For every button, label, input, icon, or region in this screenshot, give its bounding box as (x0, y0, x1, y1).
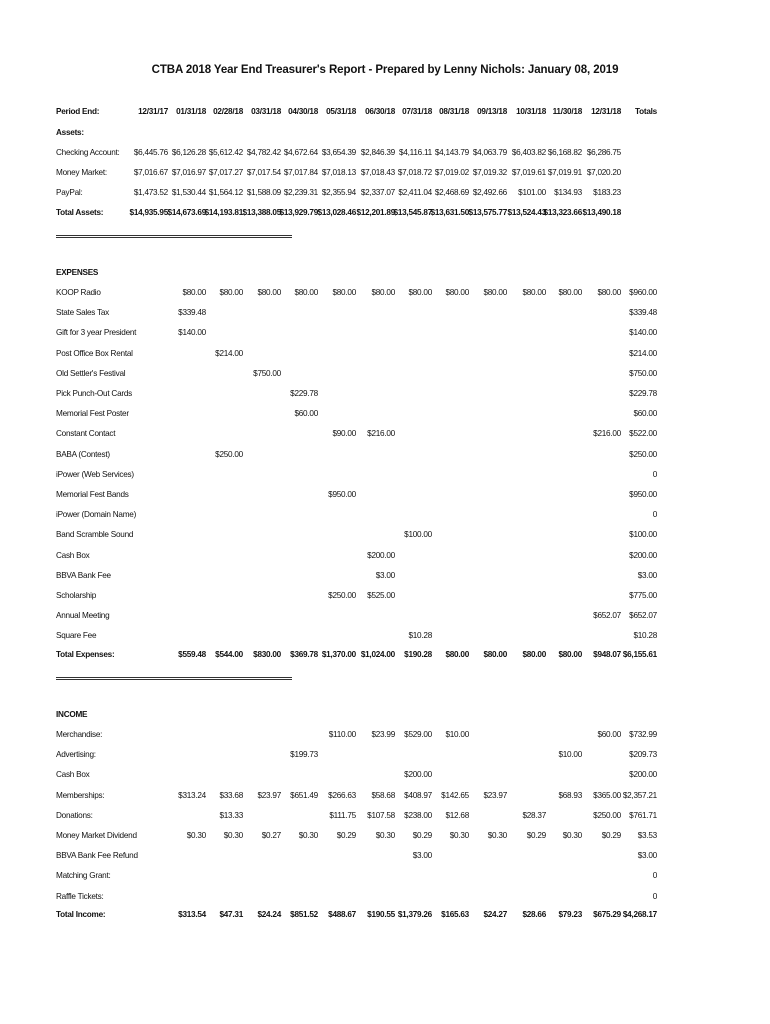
cell-value: $559.48 (178, 650, 206, 659)
cell-value: $2,846.39 (360, 148, 395, 157)
cell-value: $229.78 (290, 389, 318, 398)
row-total: $140.00 (629, 328, 657, 338)
cell-value: $408.97 (404, 790, 432, 800)
expense-row (0, 611, 770, 625)
cell-value: $80.00 (558, 288, 582, 297)
cell-value: $0.27 (261, 831, 281, 840)
cell-value: $369.78 (290, 650, 318, 659)
row-total: $522.00 (629, 429, 657, 439)
row-total: $3.00 (637, 570, 657, 580)
cell-value: $651.49 (290, 790, 318, 800)
cell-value: $851.52 (290, 910, 318, 919)
cell-value: $2,468.69 (434, 188, 469, 197)
income-row (0, 791, 770, 805)
cell-value: $190.28 (404, 650, 432, 659)
row-label: Memorial Fest Poster (56, 409, 129, 419)
row-total: $6,155.61 (622, 650, 657, 659)
cell-value: $24.24 (257, 910, 281, 919)
cell-value: $12.68 (445, 810, 469, 820)
cell-value: $365.00 (593, 790, 621, 800)
cell-value: $80.00 (182, 288, 206, 297)
cell-value: $111.75 (329, 810, 356, 820)
row-label: Constant Contact (56, 429, 116, 439)
expense-row (0, 328, 770, 342)
cell-value: $13,631.50 (430, 208, 469, 217)
cell-value: $4,143.79 (434, 148, 469, 157)
row-total: $200.00 (629, 770, 657, 780)
asset-row (0, 148, 770, 162)
row-label: iPower (Web Services) (56, 469, 134, 479)
expense-row (0, 591, 770, 605)
row-label: Gift for 3 year President (56, 328, 137, 338)
cell-value: $12,201.89 (356, 208, 395, 217)
row-total: Totals (634, 107, 657, 116)
row-total: $3.00 (637, 851, 657, 861)
cell-value: $830.00 (253, 650, 281, 659)
total-expenses-row (0, 650, 770, 664)
row-label: Total Income: (56, 910, 106, 919)
row-label: Donations: (56, 810, 93, 820)
cell-value: $140.00 (178, 328, 206, 338)
row-label: iPower (Domain Name) (56, 510, 137, 520)
row-label: Matching Grant: (56, 871, 111, 881)
cell-value: $2,337.07 (360, 188, 395, 197)
row-total: $339.48 (629, 308, 657, 318)
cell-value: $7,019.61 (511, 168, 546, 177)
cell-value: $80.00 (294, 288, 318, 297)
cell-value: $200.00 (404, 770, 432, 780)
row-total: $750.00 (629, 368, 657, 378)
asset-row (0, 188, 770, 202)
cell-value: $28.37 (522, 810, 546, 820)
cell-value: $4,782.42 (246, 148, 281, 157)
row-label: PayPal: (56, 188, 83, 197)
cell-value: $0.29 (526, 831, 546, 840)
cell-value: $7,018.13 (321, 168, 356, 177)
cell-value: $266.63 (328, 790, 356, 800)
expense-row (0, 288, 770, 302)
cell-value: $90.00 (332, 429, 356, 439)
cell-value: $0.30 (487, 831, 507, 840)
expense-row (0, 450, 770, 464)
row-label: Memberships: (56, 790, 105, 800)
period-header-row (0, 107, 770, 121)
row-label: Money Market Dividend (56, 831, 137, 840)
expense-row (0, 470, 770, 484)
expense-row (0, 530, 770, 544)
cell-value: $33.68 (219, 790, 243, 800)
expense-row (0, 429, 770, 443)
cell-value: $250.00 (593, 810, 621, 820)
row-total: $2,357.21 (622, 790, 657, 800)
row-total: $60.00 (633, 409, 657, 419)
cell-value: 12/31/18 (591, 107, 621, 116)
cell-value: $3,654.39 (321, 148, 356, 157)
cell-value: $23.97 (483, 790, 507, 800)
row-total: $200.00 (629, 550, 657, 560)
cell-value: $1,588.09 (246, 188, 281, 197)
cell-value: 11/30/18 (552, 107, 582, 116)
row-label: Total Expenses: (56, 650, 115, 659)
cell-value: $165.63 (441, 910, 469, 919)
cell-value: $216.00 (593, 429, 621, 439)
cell-value: $4,672.64 (283, 148, 318, 157)
cell-value: $7,018.43 (360, 168, 395, 177)
cell-value: $10.00 (558, 750, 582, 760)
cell-value: $2,239.31 (283, 188, 318, 197)
cell-value: $24.27 (483, 910, 507, 919)
cell-value: $0.30 (449, 831, 469, 840)
cell-value: $7,018.72 (397, 168, 432, 177)
cell-value: $2,355.94 (321, 188, 356, 197)
row-label: Scholarship (56, 591, 97, 600)
cell-value: $80.00 (522, 288, 546, 297)
cell-value: $544.00 (215, 650, 243, 659)
cell-value: $110.00 (328, 730, 356, 739)
cell-value: $80.00 (597, 288, 621, 297)
cell-value: $1,530.44 (171, 188, 206, 197)
row-label: Old Settler's Festival (56, 368, 126, 378)
cell-value: $488.67 (328, 910, 356, 919)
row-label: Raffle Tickets: (56, 891, 104, 901)
income-row (0, 831, 770, 845)
cell-value: $6,126.28 (171, 148, 206, 157)
cell-value: $214.00 (215, 348, 243, 358)
cell-value: $80.00 (257, 288, 281, 297)
cell-value: $10.00 (445, 730, 469, 739)
expense-row (0, 510, 770, 524)
row-label: Money Market: (56, 168, 107, 177)
cell-value: $60.00 (294, 409, 318, 419)
row-label: Post Office Box Rental (56, 348, 133, 358)
income-row (0, 892, 770, 906)
section-divider (56, 235, 292, 238)
row-total: 0 (652, 891, 657, 901)
cell-value: 07/31/18 (402, 107, 432, 116)
cell-value: $13,929.79 (279, 208, 318, 217)
cell-value: $80.00 (445, 288, 469, 297)
expenses-heading (0, 268, 770, 282)
cell-value: $0.29 (412, 831, 432, 840)
cell-value: $250.00 (215, 449, 243, 459)
cell-value: $7,020.20 (586, 168, 621, 177)
cell-value: 05/31/18 (326, 107, 356, 116)
row-label: Checking Account: (56, 148, 120, 157)
cell-value: $6,445.76 (133, 148, 168, 157)
cell-value: 09/13/18 (477, 107, 507, 116)
row-label: INCOME (56, 710, 88, 719)
asset-row (0, 168, 770, 182)
cell-value: $80.00 (332, 288, 356, 297)
cell-value: $0.30 (562, 831, 582, 840)
cell-value: $313.54 (178, 910, 206, 919)
expense-row (0, 349, 770, 363)
cell-value: $7,019.32 (472, 168, 507, 177)
cell-value: $250.00 (328, 591, 356, 600)
cell-value: $13,575.77 (468, 208, 507, 217)
cell-value: $1,564.12 (208, 188, 243, 197)
cell-value: $134.93 (554, 188, 582, 197)
expense-row (0, 409, 770, 423)
row-label: EXPENSES (56, 268, 99, 277)
row-label: Band Scramble Sound (56, 530, 134, 540)
cell-value: $80.00 (445, 650, 469, 659)
cell-value: $0.30 (223, 831, 243, 840)
cell-value: $101.00 (518, 188, 546, 197)
cell-value: 02/28/18 (213, 107, 243, 116)
cell-value: $2,492.66 (472, 188, 507, 197)
cell-value: $13,323.66 (543, 208, 582, 217)
report-title: CTBA 2018 Year End Treasurer's Report - Prepared by Lenny Nichols: January 08, 2019 (151, 64, 619, 76)
row-total: 0 (652, 871, 657, 881)
row-total: $3.53 (637, 831, 657, 840)
row-label: Square Fee (56, 631, 97, 641)
row-label: Advertising: (56, 750, 96, 760)
cell-value: $68.93 (558, 790, 582, 800)
cell-value: $4,116.11 (399, 148, 432, 157)
cell-value: $1,473.52 (133, 188, 168, 197)
row-total: $4,268.17 (622, 910, 657, 919)
row-label: BBVA Bank Fee (56, 570, 111, 580)
cell-value: 06/30/18 (365, 107, 395, 116)
cell-value: $7,017.27 (208, 168, 243, 177)
cell-value: $80.00 (408, 288, 432, 297)
cell-value: $60.00 (597, 730, 621, 739)
cell-value: $6,168.82 (547, 148, 582, 157)
row-total: $761.71 (629, 810, 657, 820)
income-heading (0, 710, 770, 724)
row-total: $950.00 (629, 490, 657, 499)
cell-value: $7,017.54 (246, 168, 281, 177)
cell-value: $0.29 (601, 831, 621, 840)
row-total: 0 (652, 510, 657, 520)
cell-value: $238.00 (404, 810, 432, 820)
cell-value: $10.28 (408, 631, 432, 641)
cell-value: $80.00 (219, 288, 243, 297)
expense-row (0, 571, 770, 585)
cell-value: $339.48 (178, 308, 206, 318)
expense-row (0, 308, 770, 322)
cell-value: $6,403.82 (511, 148, 546, 157)
row-total: 0 (652, 469, 657, 479)
row-label: BABA (Contest) (56, 449, 110, 459)
cell-value: $13,388.05 (242, 208, 281, 217)
assets-heading (0, 128, 770, 142)
cell-value: $13,028.46 (317, 208, 356, 217)
cell-value: $100.00 (404, 530, 432, 540)
cell-value: $7,016.67 (133, 168, 168, 177)
cell-value: $5,612.42 (208, 148, 243, 157)
cell-value: 04/30/18 (288, 107, 318, 116)
cell-value: $80.00 (371, 288, 395, 297)
cell-value: $1,379.26 (397, 910, 432, 919)
cell-value: $7,019.91 (547, 168, 582, 177)
income-row (0, 730, 770, 744)
row-label: Annual Meeting (56, 611, 110, 621)
cell-value: $58.68 (371, 790, 395, 800)
expense-row (0, 369, 770, 383)
cell-value: $0.30 (298, 831, 318, 840)
cell-value: $6,286.75 (586, 148, 621, 157)
cell-value: $7,017.84 (283, 168, 318, 177)
row-total: $229.78 (629, 389, 657, 398)
cell-value: $1,370.00 (321, 650, 356, 659)
cell-value: $23.97 (257, 790, 281, 800)
row-total: $250.00 (629, 449, 657, 459)
row-label: Cash Box (56, 770, 90, 780)
income-row (0, 851, 770, 865)
income-row (0, 811, 770, 825)
cell-value: $950.00 (328, 490, 356, 499)
cell-value: $28.66 (522, 910, 546, 919)
cell-value: $3.00 (412, 851, 432, 861)
cell-value: 12/31/17 (138, 107, 168, 116)
cell-value: $0.29 (336, 831, 356, 840)
cell-value: $0.30 (375, 831, 395, 840)
income-row (0, 750, 770, 764)
row-label: Total Assets: (56, 208, 104, 217)
row-label: Merchandise: (56, 730, 103, 739)
cell-value: 01/31/18 (176, 107, 206, 116)
cell-value: $142.65 (441, 790, 469, 800)
cell-value: $79.23 (558, 910, 582, 919)
total-income-row (0, 910, 770, 924)
row-total: $775.00 (629, 591, 657, 600)
cell-value: $675.29 (593, 910, 621, 919)
cell-value: $652.07 (593, 611, 621, 621)
cell-value: $80.00 (558, 650, 582, 659)
cell-value: $80.00 (483, 650, 507, 659)
row-label: Cash Box (56, 550, 90, 560)
row-label: KOOP Radio (56, 288, 101, 297)
cell-value: $13,545.87 (393, 208, 432, 217)
row-label: Assets: (56, 128, 84, 137)
cell-value: 10/31/18 (516, 107, 546, 116)
cell-value: $948.07 (593, 650, 621, 659)
cell-value: $14,193.81 (204, 208, 243, 217)
income-row (0, 770, 770, 784)
cell-value: $14,935.95 (129, 208, 168, 217)
cell-value: $23.99 (371, 730, 395, 739)
cell-value: $14,673.69 (167, 208, 206, 217)
cell-value: $200.00 (367, 550, 395, 560)
row-label: BBVA Bank Fee Refund (56, 851, 138, 861)
cell-value: $750.00 (253, 368, 281, 378)
cell-value: $13,524.43 (507, 208, 546, 217)
row-total: $10.28 (633, 631, 657, 641)
row-label: Memorial Fest Bands (56, 490, 129, 499)
cell-value: 08/31/18 (439, 107, 469, 116)
cell-value: $13,490.18 (582, 208, 621, 217)
income-row (0, 871, 770, 885)
cell-value: $525.00 (367, 591, 395, 600)
row-total: $209.73 (629, 750, 657, 760)
cell-value: $2,411.04 (398, 188, 432, 197)
row-total: $214.00 (629, 348, 657, 358)
cell-value: $7,019.02 (434, 168, 469, 177)
expense-row (0, 551, 770, 565)
expense-row (0, 389, 770, 403)
cell-value: $183.23 (593, 188, 621, 197)
row-label: State Sales Tax (56, 308, 109, 318)
cell-value: $4,063.79 (472, 148, 507, 157)
cell-value: $0.30 (186, 831, 206, 840)
cell-value: $3.00 (375, 570, 395, 580)
row-label: Period End: (56, 107, 100, 116)
row-label: Pick Punch-Out Cards (56, 389, 132, 398)
row-total: $732.99 (629, 730, 657, 739)
expense-row (0, 631, 770, 645)
cell-value: $80.00 (483, 288, 507, 297)
cell-value: $7,016.97 (171, 168, 206, 177)
cell-value: $313.24 (178, 790, 206, 800)
cell-value: $199.73 (290, 750, 318, 760)
row-total: $652.07 (629, 611, 657, 621)
section-divider (56, 677, 292, 680)
cell-value: $529.00 (404, 730, 432, 739)
cell-value: $190.55 (367, 910, 395, 919)
cell-value: $80.00 (522, 650, 546, 659)
row-total: $960.00 (629, 288, 657, 297)
cell-value: $47.31 (219, 910, 243, 919)
cell-value: $1,024.00 (360, 650, 395, 659)
total-assets-row (0, 208, 770, 222)
cell-value: $216.00 (367, 429, 395, 439)
cell-value: $107.58 (367, 810, 395, 820)
cell-value: $13.33 (219, 810, 243, 820)
row-total: $100.00 (629, 530, 657, 540)
cell-value: 03/31/18 (251, 107, 281, 116)
expense-row (0, 490, 770, 504)
